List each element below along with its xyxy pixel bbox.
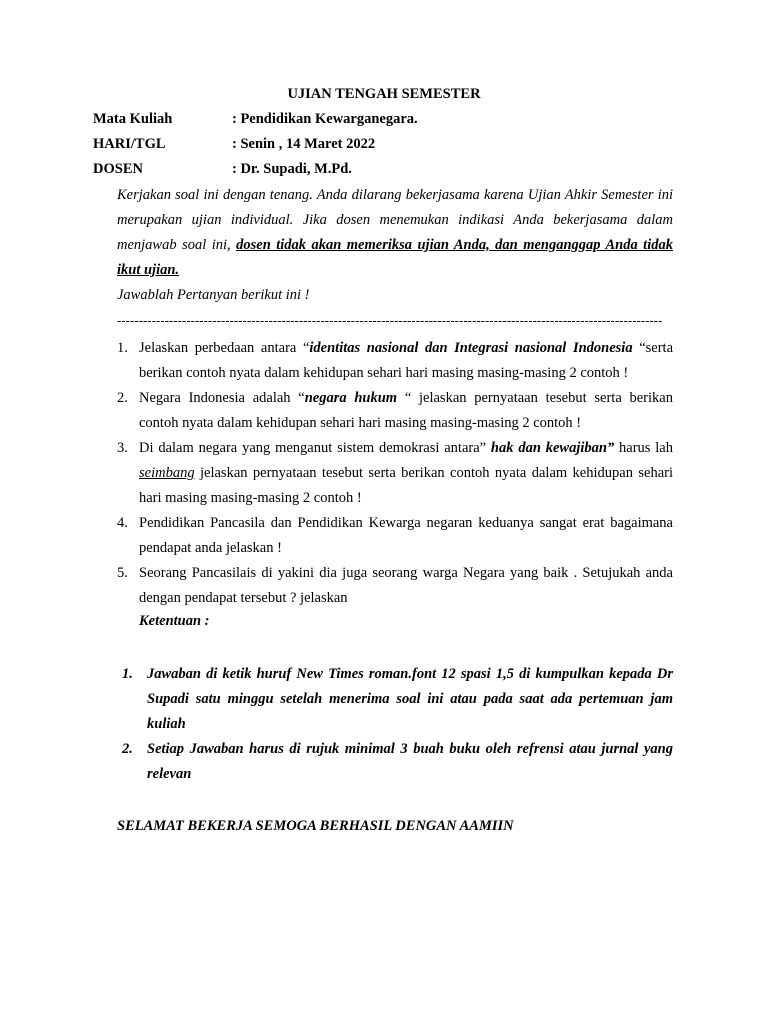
meta-row-lecturer xyxy=(93,161,352,178)
instruction-line: Jawablah Pertanyan berikut ini ! xyxy=(117,287,310,303)
question-number: 3. xyxy=(117,440,128,456)
question-segment: Pendidikan Pancasila dan Pendidikan Kewarga negaran keduanya sangat erat bagaimana pendapat anda jelaskan ! xyxy=(139,515,673,556)
question-item xyxy=(117,561,673,611)
question-segment: “serta berikan contoh nyata dalam kehidupan sehari hari masing masing-masing 2 contoh ! xyxy=(139,340,674,381)
question-number: 2. xyxy=(117,390,128,406)
question-item xyxy=(117,511,673,561)
question-text xyxy=(139,565,673,606)
ketentuan-item xyxy=(122,737,673,787)
meta-row-course xyxy=(93,111,418,128)
separator-line: ------------------------------------------------------------------------------------------------------------------------------ xyxy=(117,313,663,328)
meta-value: : Senin , 14 Maret 2022 xyxy=(232,136,376,152)
intro-paragraph xyxy=(117,183,673,283)
question-item xyxy=(117,436,673,511)
question-number: 1. xyxy=(117,340,128,356)
question-segment: Di dalam negara yang menganut sistem demokrasi antara” xyxy=(139,440,491,456)
meta-value: : Pendidikan Kewarganegara. xyxy=(232,111,418,127)
question-segment: jelaskan pernyataan tesebut serta berikan contoh nyata dalam kehidupan sehari hari masing masing-masing 2 contoh ! xyxy=(139,465,673,506)
ketentuan-item xyxy=(122,662,673,737)
ketentuan-text: Setiap Jawaban harus di rujuk minimal 3 buah buku oleh refrensi atau jurnal yang relevan xyxy=(147,741,673,782)
question-emphasis: identitas nasional dan Integrasi nasional Indonesia xyxy=(309,340,633,356)
question-emphasis: hak dan kewajiban” xyxy=(490,440,615,456)
question-text xyxy=(139,440,673,506)
meta-label: HARI/TGL xyxy=(93,136,166,152)
question-item xyxy=(117,386,673,436)
meta-label: DOSEN xyxy=(93,161,143,177)
question-segment: “ jelaskan pernyataan tesebut serta berikan contoh nyata dalam kehidupan sehari hari masing masing-masing 2 contoh ! xyxy=(139,390,673,431)
question-segment: Seorang Pancasilais di yakini dia juga seorang warga Negara yang baik . Setujukah anda dengan pendapat tersebut ? jelaskan xyxy=(139,565,673,606)
ketentuan-title: Ketentuan : xyxy=(139,613,210,629)
ketentuan-number: 1. xyxy=(122,666,133,682)
meta-value: : Dr. Supadi, M.Pd. xyxy=(232,161,352,177)
ketentuan-number: 2. xyxy=(122,741,133,757)
question-segment: Jelaskan perbedaan antara “ xyxy=(139,340,310,356)
question-text xyxy=(139,515,673,556)
question-item xyxy=(117,336,673,386)
question-text xyxy=(139,340,673,381)
meta-label: Mata Kuliah xyxy=(93,111,173,127)
ketentuan-text: Jawaban di ketik huruf New Times roman.font 12 spasi 1,5 di kumpulkan kepada Dr Supadi satu minggu setelah menerima soal ini atau pada saat ada pertemuan jam kuliah xyxy=(147,666,673,732)
document-title: UJIAN TENGAH SEMESTER xyxy=(287,86,481,102)
intro-text: Kerjakan soal ini dengan tenang. Anda dilarang bekerjasama karena Ujian Ahkir Semester ini merupakan ujian individual. Jika dosen menemukan indikasi Anda bekerjasama dalam menjawab soal ini, xyxy=(117,187,673,253)
question-text xyxy=(139,390,673,431)
question-segment: harus lah xyxy=(614,440,673,456)
intro-emphasis: dosen tidak akan memeriksa ujian Anda, dan menganggap Anda tidak ikut ujian. xyxy=(117,237,673,278)
meta-row-date xyxy=(93,136,375,153)
question-emphasis: negara hukum xyxy=(304,390,398,406)
question-number: 5. xyxy=(117,565,128,581)
question-segment: Negara Indonesia adalah “ xyxy=(139,390,305,406)
question-list xyxy=(117,336,673,611)
closing-line: SELAMAT BEKERJA SEMOGA BERHASIL DENGAN AAMIIN xyxy=(117,818,514,834)
ketentuan-list xyxy=(122,662,673,787)
question-number: 4. xyxy=(117,515,128,531)
question-emphasis: seimbang xyxy=(139,465,195,481)
